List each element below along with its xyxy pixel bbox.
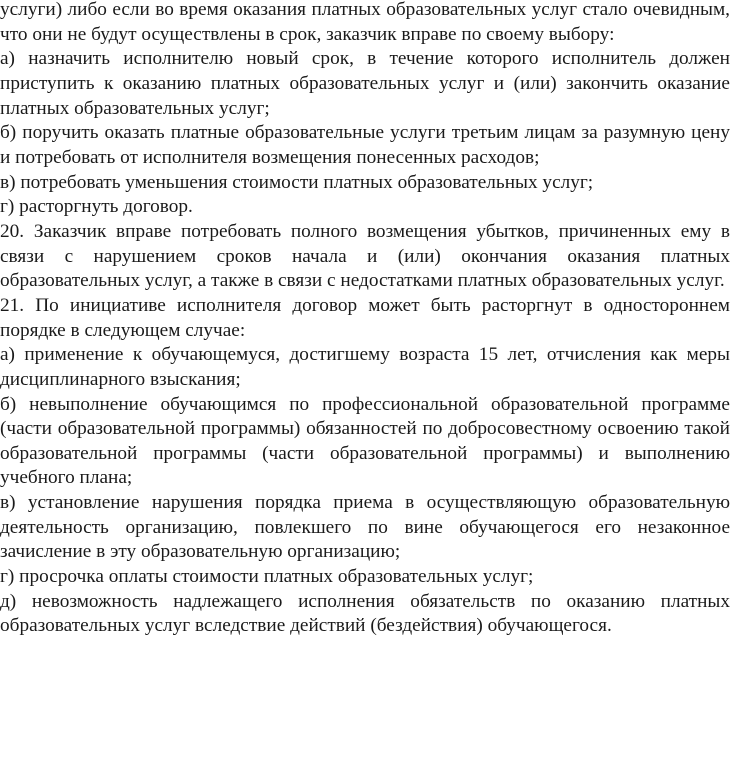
paragraph-option-a: а) назначить исполнителю новый срок, в течение которого исполнитель должен приступить к оказанию платных образовательных услуг и (или) закончить оказание платных образовательных услуг; [0, 48, 730, 119]
paragraph-intro: услуги) либо если во время оказания платных образовательных услуг стало очевидным, что они не будут осуществлены в срок, заказчик вправе по своему выбору: [0, 0, 730, 45]
paragraph-option-g: г) расторгнуть договор. [0, 196, 193, 218]
paragraph-clause-21-g: г) просрочка оплаты стоимости платных образовательных услуг; [0, 566, 534, 588]
paragraph-clause-21-d: д) невозможность надлежащего исполнения обязательств по оказанию платных образовательных услуг вследствие действий (бездействия) обучающегося. [0, 590, 730, 637]
paragraph-clause-21-b: б) невыполнение обучающимся по профессиональной образовательной программе (части образовательной программы) обязанностей по добросовестному освоению такой образовательной программы (части образовательной программы) и выполнению учебного плана; [0, 393, 730, 489]
paragraph-option-v: в) потребовать уменьшения стоимости платных образовательных услуг; [0, 171, 594, 193]
paragraph-clause-21-v: в) установление нарушения порядка приема в осуществляющую образовательную деятельность организацию, повлекшего по вине обучающегося его незаконное зачисление в эту образовательную организацию; [0, 492, 730, 563]
paragraph-clause-21: 21. По инициативе исполнителя договор может быть расторгнут в одностороннем порядке в следующем случае: [0, 294, 730, 341]
paragraph-clause-20: 20. Заказчик вправе потребовать полного возмещения убытков, причиненных ему в связи с нарушением сроков начала и (или) окончания оказания платных образовательных услуг, а также в связи с недостатками платных образовательных услуг. [0, 220, 730, 292]
paragraph-option-b: б) поручить оказать платные образовательные услуги третьим лицам за разумную цену и потребовать от исполнителя возмещения понесенных расходов; [0, 122, 730, 168]
paragraph-clause-21-a: а) применение к обучающемуся, достигшему возраста 15 лет, отчисления как меры дисциплинарного взыскания; [0, 344, 730, 390]
